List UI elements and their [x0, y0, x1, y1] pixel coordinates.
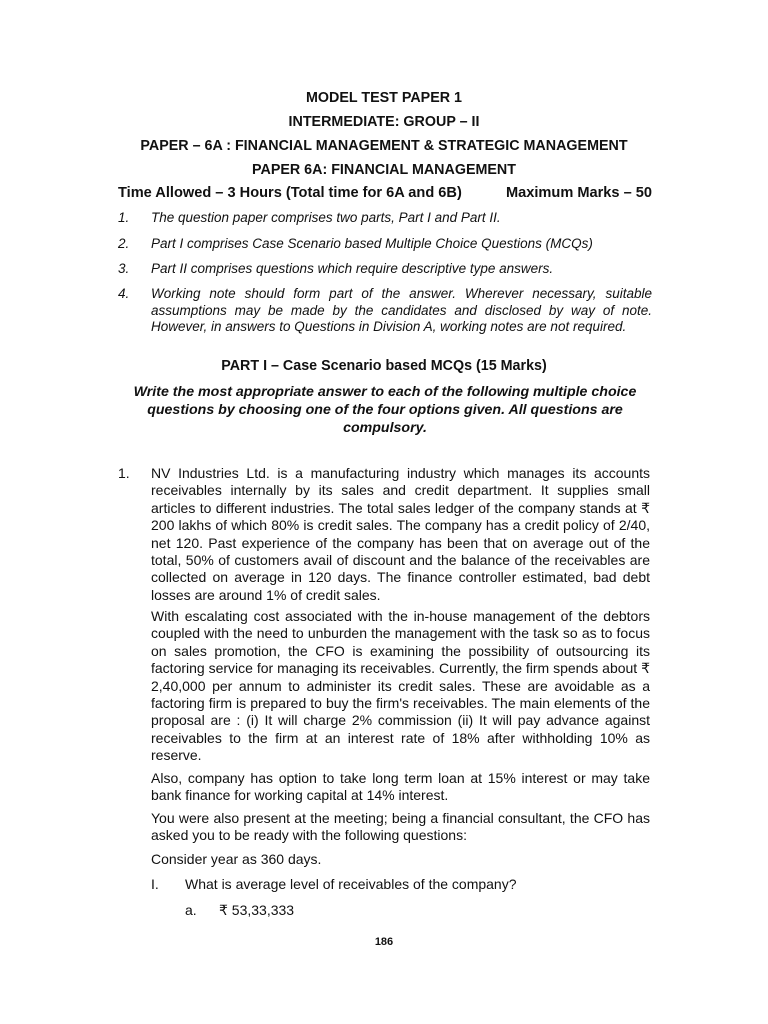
instruction-number: 1. — [118, 210, 130, 225]
part1-heading: PART I – Case Scenario based MCQs (15 Marks) — [221, 358, 547, 374]
question-paragraph: With escalating cost associated with the in-house management of the debtors coupled with the need to unburden the management with the task so as to focus on sales promotion, the CFO is examining the possibility of outsourcing its factoring service for managing its receivables. Currently, the firm spends about ₹ 2,40,000 per annum to administer its credit sales. These are avoidable as a factoring firm is prepared to buy the firm's receivables. The main elements of the proposal are : (i) It will charge 2% commission (ii) It will pay advance against receivables to the firm at an interest rate of 18% after withholding 10% as reserve. — [151, 608, 650, 764]
instruction-text: Working note should form part of the answer. Wherever necessary, suitable assumptions may be made by the candidates and disclosed by way of note. However, in answers to Questions in Division A, working notes are not required. — [151, 286, 652, 334]
instruction-number: 3. — [118, 261, 130, 276]
option-letter: a. — [185, 902, 197, 918]
paper-heading: PAPER – 6A : FINANCIAL MANAGEMENT & STRATEGIC MANAGEMENT — [140, 138, 628, 154]
question-number: 1. — [118, 465, 130, 481]
instruction-text: Part I comprises Case Scenario based Multiple Choice Questions (MCQs) — [151, 236, 593, 251]
instruction-text: Part II comprises questions which require descriptive type answers. — [151, 261, 554, 276]
group-heading: INTERMEDIATE: GROUP – II — [288, 114, 480, 130]
option-text: ₹ 53,33,333 — [219, 902, 295, 918]
question-paragraph: NV Industries Ltd. is a manufacturing industry which manages its accounts receivables internally by its sales and credit department. It supplies small articles to different industries. The total sales ledger of the company stands at ₹ 200 lakhs of which 80% is credit sales. The company has a credit policy of 2/40, net 120. Past experience of the company has been that on average out of the total, 50% of customers avail of discount and the balance of the receivables are collected on average in 120 days. The finance controller estimated, bad debt losses are around 1% of credit sales. — [151, 465, 650, 603]
question-paragraph: Consider year as 360 days. — [151, 851, 322, 867]
subquestion-number: I. — [151, 876, 159, 892]
question-paragraph: Also, company has option to take long term loan at 15% interest or may take bank finance for working capital at 14% interest. — [151, 770, 650, 804]
page-number: 186 — [374, 936, 394, 948]
time-marks-row — [118, 185, 652, 201]
instruction-number: 2. — [118, 236, 130, 251]
time-allowed: Time Allowed – 3 Hours (Total time for 6A and 6B) — [118, 185, 462, 201]
subpaper-heading: PAPER 6A: FINANCIAL MANAGEMENT — [252, 162, 516, 178]
part1-notice: Write the most appropriate answer to each of the following multiple choice questions by choosing one of the four options given. All questions are compulsory. — [133, 384, 637, 436]
paper-title: MODEL TEST PAPER 1 — [306, 90, 462, 106]
instruction-text: The question paper comprises two parts, Part I and Part II. — [151, 210, 501, 225]
instruction-number: 4. — [118, 286, 130, 301]
subquestion-text: What is average level of receivables of the company? — [185, 876, 517, 892]
question-paragraph: You were also present at the meeting; being a financial consultant, the CFO has asked you to be ready with the following questions: — [151, 810, 650, 844]
maximum-marks: Maximum Marks – 50 — [505, 185, 652, 201]
